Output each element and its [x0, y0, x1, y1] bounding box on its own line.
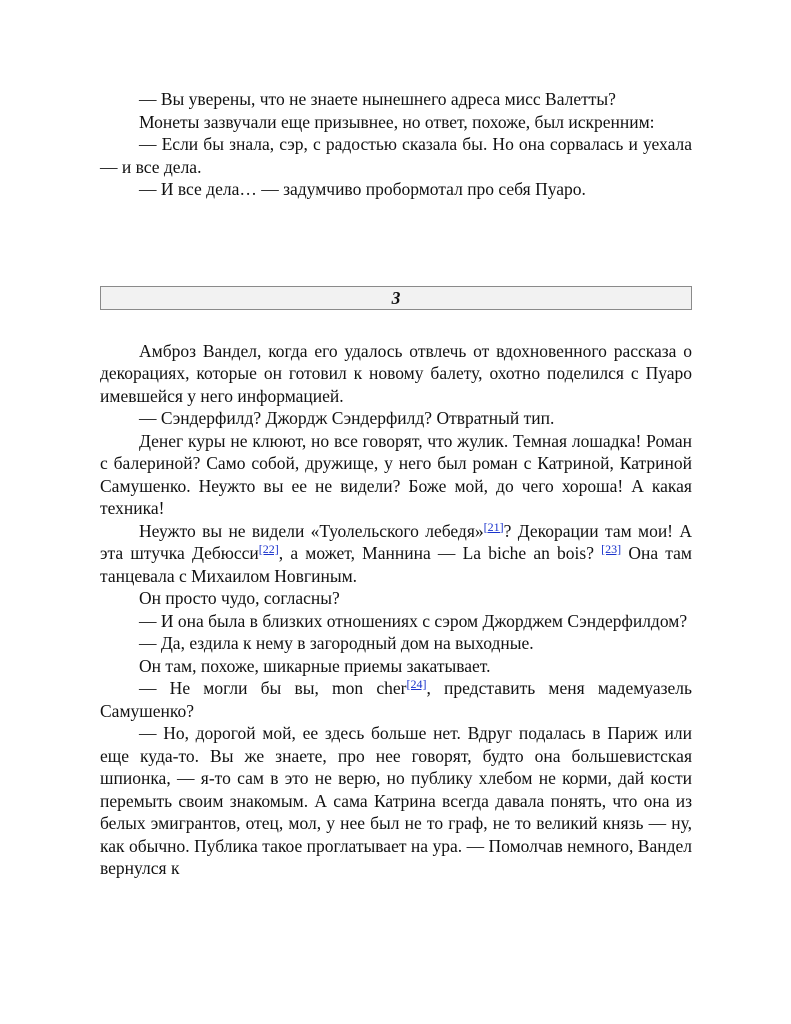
- paragraph: — И все дела… — задумчиво пробормотал про себя Пуаро.: [139, 179, 586, 199]
- document-page: [100, 88, 692, 880]
- paragraph: — И она была в близких отношениях с сэром Джорджем Сэндерфилдом?: [139, 610, 688, 631]
- paragraph: — Вы уверены, что не знаете нынешнего адреса мисс Валетты?: [139, 89, 616, 109]
- text-run: , представить меня мадемуазель Самушенко?: [100, 678, 692, 721]
- footnote-link-23[interactable]: [23]: [601, 542, 622, 556]
- paragraph: Амброз Вандел, когда его удалось отвлечь от вдохновенного рассказа о декорациях, которые он готовил к новому балету, охотно поделился с Пуаро имевшейся у него информацией.: [100, 340, 692, 406]
- paragraph: Денег куры не клюют, но все говорят, что жулик. Темная лошадка! Роман с балериной? Само собой, дружище, у него был роман с Катриной, Катриной Самушенко. Неужто вы ее не видели? Боже мой, до чего хороша! А какая техника!: [100, 430, 692, 518]
- text-run: ? Декорации там мои! А эта штучка Дебюсси: [100, 520, 692, 563]
- paragraph-with-footnotes: [100, 520, 692, 588]
- footnote-link-21[interactable]: [21]: [483, 519, 504, 534]
- chapter-heading: 3: [100, 286, 692, 310]
- paragraph-with-footnotes: [100, 677, 692, 722]
- paragraph: Он там, похоже, шикарные приемы закатывает.: [139, 655, 491, 676]
- paragraph: — Но, дорогой мой, ее здесь больше нет. Вдруг подалась в Париж или еще куда-то. Вы же знаете, про нее говорят, будто она большевистская шпионка, — я-то сам в это не верю, но публику хлебом не корми, дай кости перемыть своим знакомым. А сама Катрина всегда давала понять, что она из белых эмигрантов, отец, мол, у нее был не то граф, не то великий князь — ну, как обычно. Публика такое проглатывает на ура. — Помолчав немного, Вандел вернулся к: [100, 723, 692, 878]
- text-run: Она там танцевала с Михаилом Новгиным.: [100, 543, 692, 586]
- text-run: — Не могли бы вы, mon cher: [139, 678, 407, 698]
- paragraph: — Да, ездила к нему в загородный дом на выходные.: [139, 633, 534, 653]
- footnote-link-22[interactable]: [22]: [258, 542, 279, 556]
- paragraph: Монеты зазвучали еще призывнее, но ответ, похоже, был искренним:: [139, 111, 655, 132]
- text-run: , а может, Маннина — La biche an bois?: [278, 543, 594, 563]
- footnote-link-24[interactable]: [24]: [406, 677, 427, 691]
- text-run: Неужто вы не видели «Туолельского лебедя»: [139, 520, 484, 541]
- paragraph: — Если бы знала, сэр, с радостью сказала бы. Но она сорвалась и уехала — и все дела.: [100, 134, 692, 177]
- paragraph: — Сэндерфилд? Джордж Сэндерфилд? Отвратный тип.: [139, 408, 555, 428]
- section-1: [100, 88, 692, 201]
- paragraph: Он просто чудо, согласны?: [139, 588, 340, 608]
- section-2: [100, 340, 692, 880]
